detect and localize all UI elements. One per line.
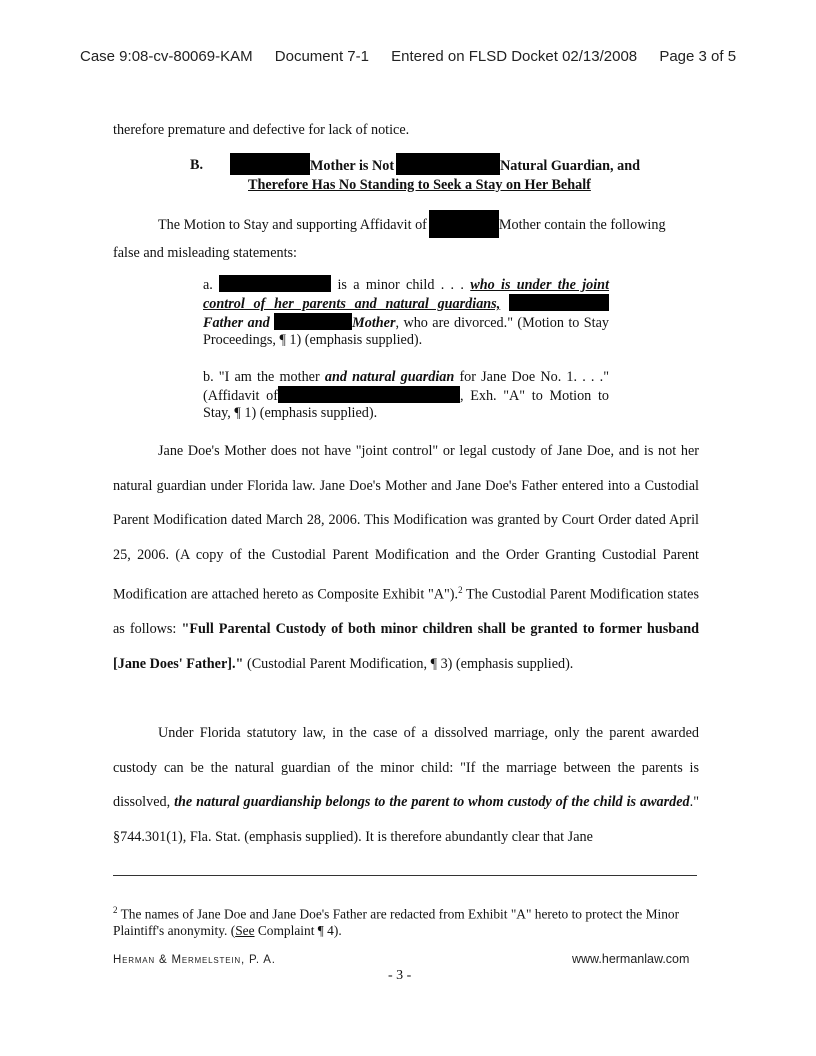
footnote: $^2$ The names of Jane Doe and Jane Doe's Father are redacted from Exhibit "A" hereto to protect the Minor Plaintiff's anonymity. (See Complaint ¶ 4). (113, 905, 680, 939)
intro-line1: The Motion to Stay and supporting Affidavit of Mother contain the following (158, 210, 666, 238)
footnote-ref: 2 (458, 584, 463, 595)
section-heading-line2: Therefore Has No Standing to Seek a Stay on Her Behalf (248, 177, 591, 193)
section-letter: B. (190, 157, 204, 173)
quote-a: a. is a minor child . . . who is under the joint control of her parents and natural guardians, Father and Mother, who are divorced." (Motion to Stay Proceedings, ¶ 1) (emphasis supplied). (203, 277, 610, 348)
document-number: Document 7-1 (274, 48, 369, 65)
redaction-box (274, 313, 352, 330)
page-header (80, 48, 740, 65)
redaction-box (219, 275, 331, 292)
paragraph-custody: Jane Doe's Mother does not have "joint control" or legal custody of Jane Doe, and is not her natural guardian under Florida law. Jane Doe's Mother and Jane Doe's Father entered into a Custodial Parent Modification dated March 28, 2006. This Modification was granted by Court Order dated April 25, 2006. (A copy of the Custodial Parent Modification and the Order Granting Custodial Parent Modification are attached hereto as Composite Exhibit "A").$^2$ The Custodial Parent Modification states as follows: "Full Parental Custody of both minor children shall be granted to former husband [Jane Does' Father]." (Custodial Parent Modification, ¶ 3) (emphasis supplied). (113, 443, 700, 672)
page-indicator: Page 3 of 5 (659, 48, 737, 65)
quote-b: b. "I am the mother and natural guardian for Jane Doe No. 1. . . ." (Affidavit of , Exh. "A" to Motion to Stay, ¶ 1) (emphasis supplied). (203, 369, 609, 421)
redaction-box (230, 153, 310, 175)
section-heading-line1: Mother is Not Natural Guardian, and (230, 153, 640, 175)
continued-text: therefore premature and defective for lack of notice. (113, 122, 410, 138)
intro-line2: false and misleading statements: (113, 245, 297, 261)
redaction-box (429, 210, 499, 238)
redaction-box (278, 386, 460, 403)
docket-entry: Entered on FLSD Docket 02/13/2008 (391, 48, 638, 65)
redaction-box (396, 153, 500, 175)
paragraph-statute: Under Florida statutory law, in the case of a dissolved marriage, only the parent awarded custody can be the natural guardian of the minor child: "If the marriage between the parents is dissolved, the natural guardianship belongs to the parent to whom custody of the child is awarded." §744.301(1), Fla. Stat. (emphasis supplied). It is therefore abundantly clear that Jane (113, 725, 699, 846)
footnote-divider (113, 875, 697, 876)
firm-name: Herman & Mermelstein, P. A. (113, 954, 276, 966)
firm-website: www.hermanlaw.com (572, 952, 690, 966)
page-number: - 3 - (388, 968, 412, 983)
case-number: Case 9:08-cv-80069-KAM (80, 48, 253, 65)
redaction-box (509, 294, 609, 311)
